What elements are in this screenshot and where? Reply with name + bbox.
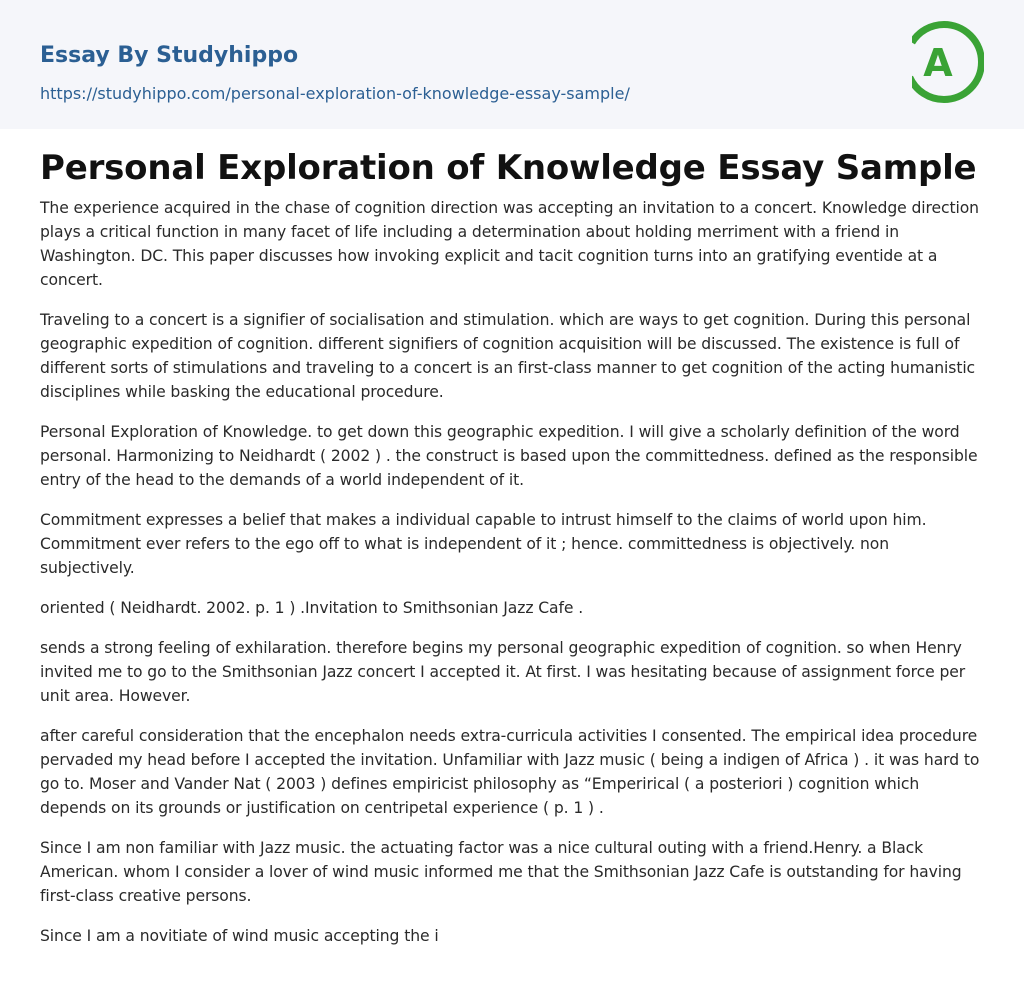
essay-paragraph: The experience acquired in the chase of cognition direction was accepting an invitation to a concert. Knowledge direction plays a critical function in many facet of life including a determination about holding merriment with a friend in Washington. DC. This paper discusses how invoking explicit and tacit cognition turns into an gratifying eventide at a concert. [40, 199, 979, 289]
essay-paragraph: sends a strong feeling of exhilaration. therefore begins my personal geographic expedition of cognition. so when Henry invited me to go to the Smithsonian Jazz concert I accepted it. At first. I was hesitating because of assignment force per unit area. However. [40, 639, 966, 705]
essay-paragraph: Since I am non familiar with Jazz music. the actuating factor was a nice cultural outing with a friend.Henry. a Black American. whom I consider a lover of wind music informed me that the Smithsonian Jazz Cafe is outstanding for having first-class creative persons. [40, 839, 962, 905]
essay-paragraph: after careful consideration that the encephalon needs extra-curricula activities I consented. The empirical idea procedure pervaded my head before I accepted the invitation. Unfamiliar with Jazz music ( being a indigen of Africa ) . it was hard to go to. Moser and Vander Nat ( 2003 ) defines empiricist philosophy as “Emperirical ( a posteriori ) cognition which depends on its grounds or justification on centripetal experience ( p. 1 ) . [40, 727, 980, 817]
essay-paragraph: Personal Exploration of Knowledge. to get down this geographic expedition. I will give a scholarly definition of the word personal. Harmonizing to Neidhardt ( 2002 ) . the construct is based upon the committedness. defined as the responsible entry of the head to the demands of a world independent of it. [40, 423, 978, 489]
svg-text:A: A [923, 41, 953, 85]
studyhippo-logo-icon [912, 20, 984, 105]
article-url-link[interactable]: https://studyhippo.com/personal-exploration-of-knowledge-essay-sample/ [40, 84, 630, 103]
essay-paragraph: oriented ( Neidhardt. 2002. p. 1 ) .Invitation to Smithsonian Jazz Cafe . [40, 599, 584, 617]
essay-paragraph: Traveling to a concert is a signifier of socialisation and stimulation. which are ways to get cognition. During this personal geographic expedition of cognition. different signifiers of cognition acquisition will be discussed. The existence is full of different sorts of stimulations and traveling to a concert is an first-class manner to get cognition of the acting humanistic disciplines while basking the educational procedure. [40, 311, 976, 401]
site-header [0, 0, 1024, 129]
page-title: Personal Exploration of Knowledge Essay Sample [40, 148, 977, 188]
site-brand: Essay By Studyhippo [40, 43, 299, 68]
essay-paragraph: Since I am a novitiate of wind music accepting the i [40, 927, 439, 945]
article [0, 146, 1024, 948]
essay-paragraph: Commitment expresses a belief that makes a individual capable to intrust himself to the claims of world upon him. Commitment ever refers to the ego off to what is independent of it ; hence. committedness is objectively. non subjectively. [40, 511, 927, 577]
